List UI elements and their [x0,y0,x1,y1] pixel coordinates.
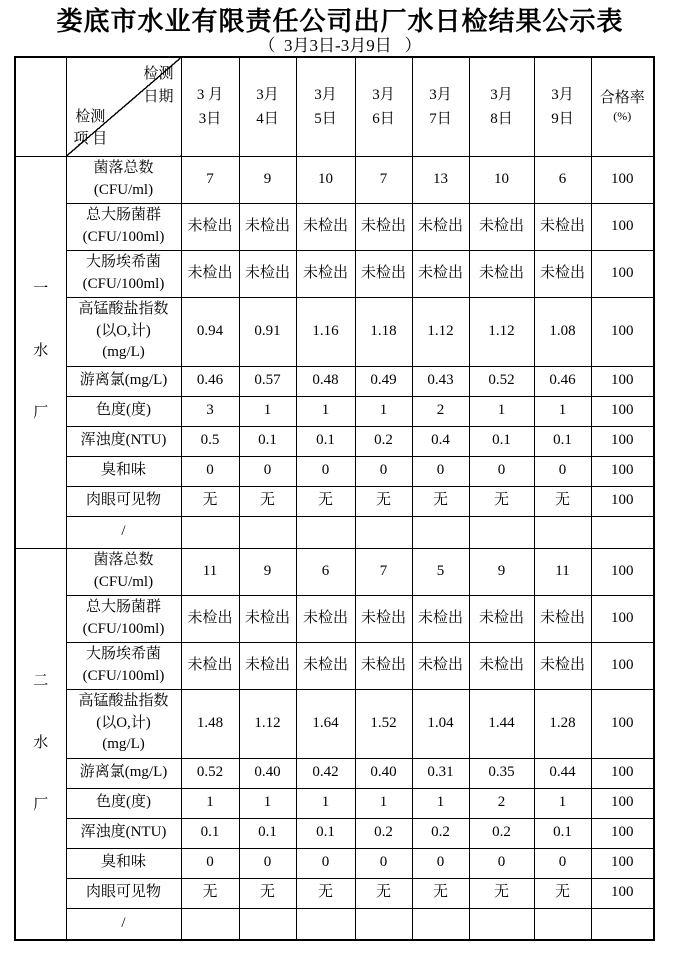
table-row [15,908,654,940]
param-label: 臭和味 [66,456,181,486]
param-label: 大肠埃希菌 (CFU/100ml) [66,250,181,297]
value-cell: 0.1 [181,818,239,848]
value-cell [534,516,591,548]
value-cell [534,908,591,940]
rate-cell: 100 [591,297,654,366]
value-cell: 10 [469,156,534,203]
value-cell: 0.1 [239,426,296,456]
rate-cell: 100 [591,456,654,486]
value-cell: 未检出 [296,203,355,250]
value-cell: 未检出 [534,595,591,642]
value-cell [239,516,296,548]
value-cell: 1.44 [469,689,534,758]
param-label: 高锰酸盐指数 (以O,计) (mg/L) [66,689,181,758]
value-cell: 0.42 [296,758,355,788]
value-cell: 1.08 [534,297,591,366]
table-row [15,818,654,848]
header-date-cell: 3月 9日 [534,57,591,156]
value-cell: 1 [181,788,239,818]
value-cell: 未检出 [534,642,591,689]
value-cell [469,516,534,548]
table-row [15,848,654,878]
table-row [15,426,654,456]
param-label: 色度(度) [66,788,181,818]
value-cell: 1.52 [355,689,412,758]
rate-cell: 100 [591,642,654,689]
value-cell: 0.52 [469,366,534,396]
value-cell: 0.40 [239,758,296,788]
value-cell: 1 [355,396,412,426]
value-cell [355,908,412,940]
value-cell: 0.4 [412,426,469,456]
value-cell: 0 [355,848,412,878]
table-row [15,366,654,396]
value-cell: 0.2 [355,426,412,456]
value-cell: 9 [469,548,534,595]
value-cell: 9 [239,156,296,203]
value-cell: 13 [412,156,469,203]
value-cell: 未检出 [412,203,469,250]
header-empty-cell [15,57,66,156]
param-label: 总大肠菌群 (CFU/100ml) [66,595,181,642]
value-cell: 0.35 [469,758,534,788]
rate-cell: 100 [591,426,654,456]
value-cell: 无 [296,878,355,908]
table-row [15,548,654,595]
value-cell: 2 [469,788,534,818]
table-row [15,878,654,908]
value-cell: 0 [355,456,412,486]
value-cell: 0.2 [469,818,534,848]
rate-cell: 100 [591,396,654,426]
value-cell: 未检出 [296,642,355,689]
value-cell: 未检出 [412,595,469,642]
value-cell: 0 [534,456,591,486]
value-cell: 0.43 [412,366,469,396]
value-cell: 0.1 [534,818,591,848]
value-cell: 0.5 [181,426,239,456]
value-cell: 1 [296,788,355,818]
value-cell: 0 [534,848,591,878]
value-cell: 0 [181,848,239,878]
value-cell: 1 [239,788,296,818]
param-label: 臭和味 [66,848,181,878]
value-cell: 0 [412,848,469,878]
value-cell: 无 [469,878,534,908]
page-title: 娄底市水业有限责任公司出厂水日检结果公示表 [56,6,624,36]
header-date-cell: 3月 5日 [296,57,355,156]
value-cell: 无 [534,486,591,516]
value-cell: 0.46 [534,366,591,396]
results-table-body [15,57,654,940]
value-cell: 未检出 [239,203,296,250]
param-label: / [66,908,181,940]
value-cell [469,908,534,940]
value-cell [296,908,355,940]
rate-cell [591,516,654,548]
value-cell: 1.64 [296,689,355,758]
value-cell: 未检出 [469,250,534,297]
value-cell: 0.52 [181,758,239,788]
table-row [15,595,654,642]
table-row [15,516,654,548]
results-table [14,56,655,941]
value-cell: 无 [239,878,296,908]
value-cell: 1 [534,788,591,818]
value-cell: 未检出 [355,642,412,689]
value-cell: 无 [181,486,239,516]
value-cell: 无 [412,878,469,908]
value-cell: 未检出 [469,642,534,689]
param-label: 游离氯(mg/L) [66,366,181,396]
param-label: 菌落总数 (CFU/ml) [66,548,181,595]
value-cell: 1.28 [534,689,591,758]
value-cell: 0.31 [412,758,469,788]
value-cell: 11 [181,548,239,595]
value-cell: 无 [469,486,534,516]
rate-cell: 100 [591,758,654,788]
header-row [15,57,654,156]
value-cell: 未检出 [181,642,239,689]
rate-cell: 100 [591,788,654,818]
value-cell: 无 [355,486,412,516]
value-cell: 未检出 [412,642,469,689]
table-row [15,297,654,366]
table-row [15,486,654,516]
value-cell: 0.1 [239,818,296,848]
plant-label [15,548,66,940]
value-cell [296,516,355,548]
value-cell: 6 [296,548,355,595]
value-cell: 0.1 [296,818,355,848]
value-cell: 1.12 [239,689,296,758]
value-cell: 1.16 [296,297,355,366]
value-cell: 0 [239,456,296,486]
value-cell: 0.44 [534,758,591,788]
value-cell: 无 [181,878,239,908]
value-cell: 0.46 [181,366,239,396]
param-label: 高锰酸盐指数 (以O,计) (mg/L) [66,297,181,366]
table-row [15,250,654,297]
value-cell: 0.91 [239,297,296,366]
rate-cell: 100 [591,689,654,758]
value-cell: 6 [534,156,591,203]
param-label: / [66,516,181,548]
header-corner-cell [66,57,181,156]
value-cell: 11 [534,548,591,595]
value-cell: 9 [239,548,296,595]
value-cell: 未检出 [239,250,296,297]
value-cell: 1 [355,788,412,818]
value-cell: 未检出 [239,595,296,642]
value-cell: 7 [181,156,239,203]
rate-cell: 100 [591,878,654,908]
rate-cell: 100 [591,366,654,396]
value-cell: 1.12 [469,297,534,366]
value-cell: 0.1 [534,426,591,456]
value-cell: 7 [355,548,412,595]
value-cell: 0.49 [355,366,412,396]
value-cell: 无 [412,486,469,516]
param-label: 总大肠菌群 (CFU/100ml) [66,203,181,250]
value-cell: 0 [296,456,355,486]
value-cell: 未检出 [355,250,412,297]
plant-label [15,156,66,548]
value-cell [181,908,239,940]
rate-cell: 100 [591,548,654,595]
value-cell: 未检出 [412,250,469,297]
value-cell: 未检出 [181,595,239,642]
param-label: 浑浊度(NTU) [66,818,181,848]
value-cell: 无 [534,878,591,908]
value-cell: 未检出 [534,203,591,250]
value-cell [412,516,469,548]
value-cell: 未检出 [239,642,296,689]
table-row [15,758,654,788]
value-cell: 0.94 [181,297,239,366]
value-cell: 0 [296,848,355,878]
value-cell: 1.12 [412,297,469,366]
table-row [15,689,654,758]
table-row [15,788,654,818]
value-cell: 无 [355,878,412,908]
value-cell: 0.2 [412,818,469,848]
param-label: 大肠埃希菌 (CFU/100ml) [66,642,181,689]
value-cell: 无 [296,486,355,516]
value-cell: 7 [355,156,412,203]
value-cell: 无 [239,486,296,516]
page-subtitle: （ 3月3日-3月9日 ） [258,36,422,55]
param-label: 色度(度) [66,396,181,426]
param-label: 游离氯(mg/L) [66,758,181,788]
plant-label-stack: 二 水 厂 [33,673,49,813]
value-cell: 未检出 [534,250,591,297]
value-cell: 0 [181,456,239,486]
value-cell: 0.1 [469,426,534,456]
value-cell: 未检出 [296,250,355,297]
table-row [15,456,654,486]
value-cell: 1.04 [412,689,469,758]
header-date-cell: 3月 8日 [469,57,534,156]
param-label: 肉眼可见物 [66,878,181,908]
rate-cell [591,908,654,940]
corner-label-item: 检测 项 目 [73,108,108,147]
value-cell: 0 [469,848,534,878]
table-row [15,203,654,250]
corner-label-date: 检测 日期 [143,66,174,105]
value-cell [412,908,469,940]
rate-cell: 100 [591,595,654,642]
table-row [15,396,654,426]
value-cell: 0 [239,848,296,878]
value-cell: 未检出 [469,595,534,642]
value-cell: 未检出 [296,595,355,642]
value-cell: 未检出 [181,250,239,297]
value-cell: 未检出 [469,203,534,250]
value-cell: 未检出 [181,203,239,250]
value-cell: 0.40 [355,758,412,788]
value-cell: 0.57 [239,366,296,396]
value-cell: 未检出 [355,203,412,250]
rate-cell: 100 [591,250,654,297]
header-date-cell: 3月 6日 [355,57,412,156]
param-label: 浑浊度(NTU) [66,426,181,456]
value-cell: 0.2 [355,818,412,848]
value-cell: 1 [239,396,296,426]
value-cell: 1 [296,396,355,426]
rate-cell: 100 [591,203,654,250]
rate-cell: 100 [591,486,654,516]
value-cell: 5 [412,548,469,595]
param-label: 菌落总数 (CFU/ml) [66,156,181,203]
table-row [15,156,654,203]
header-date-cell: 3月 7日 [412,57,469,156]
param-label: 肉眼可见物 [66,486,181,516]
rate-cell: 100 [591,818,654,848]
value-cell [181,516,239,548]
value-cell: 1 [412,788,469,818]
value-cell [239,908,296,940]
value-cell: 1.18 [355,297,412,366]
plant-label-stack: 一 水 厂 [33,281,49,421]
value-cell [355,516,412,548]
value-cell: 3 [181,396,239,426]
rate-cell: 100 [591,848,654,878]
value-cell: 0.48 [296,366,355,396]
value-cell: 0 [412,456,469,486]
rate-cell: 100 [591,156,654,203]
table-row [15,642,654,689]
value-cell: 2 [412,396,469,426]
value-cell: 1.48 [181,689,239,758]
value-cell: 未检出 [355,595,412,642]
value-cell: 10 [296,156,355,203]
header-rate-cell: 合格率 (%) [591,57,654,156]
value-cell: 0.1 [296,426,355,456]
header-date-cell: 3月 4日 [239,57,296,156]
value-cell: 1 [534,396,591,426]
value-cell: 1 [469,396,534,426]
value-cell: 0 [469,456,534,486]
header-date-cell: 3 月 3日 [181,57,239,156]
